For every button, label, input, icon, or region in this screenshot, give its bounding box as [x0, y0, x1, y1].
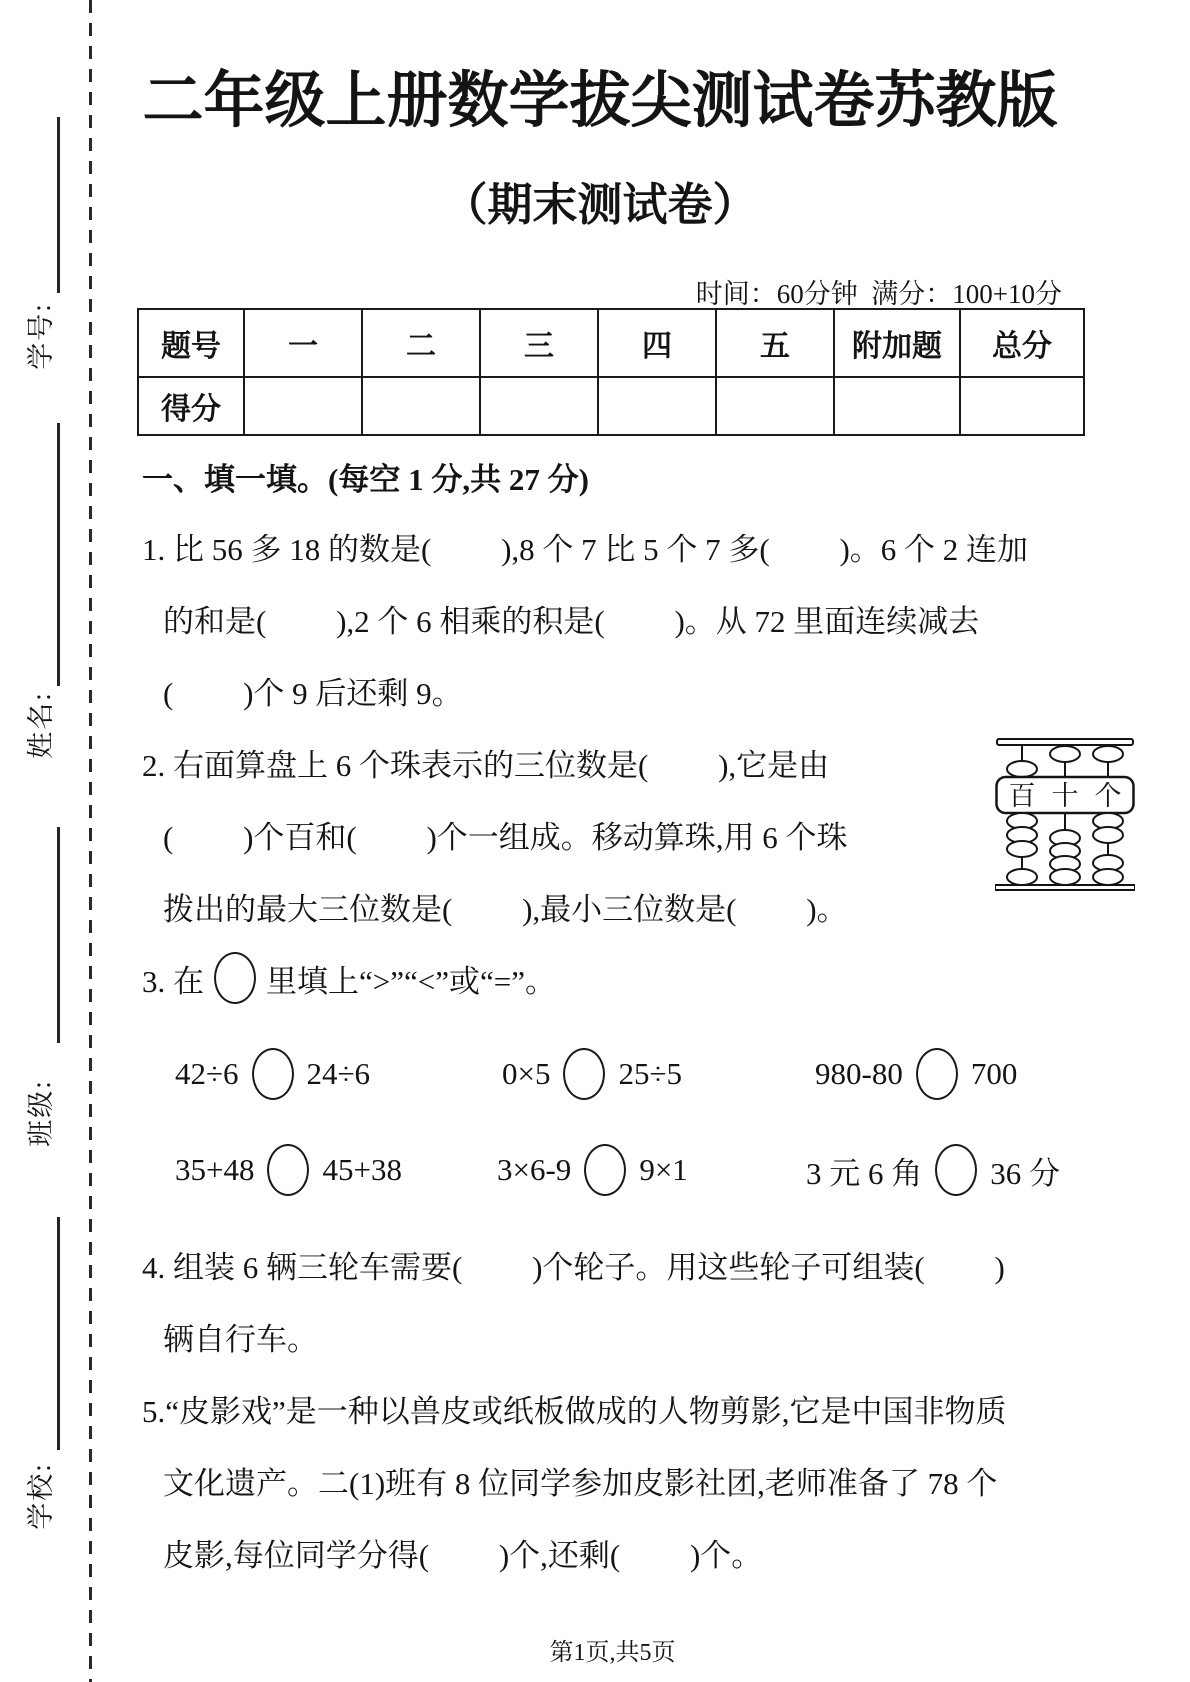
- abacus-bead: [1093, 869, 1123, 885]
- question-5-line-1: 5.“皮影戏”是一种以兽皮或纸板做成的人物剪影,它是中国非物质: [142, 1394, 1007, 1429]
- comparison-item: [175, 1144, 402, 1196]
- comparison-left: 0×5: [502, 1056, 551, 1091]
- abacus-bead: [1050, 869, 1080, 885]
- school-blank-line: [57, 1217, 60, 1450]
- score-table-header-cell: 题号: [138, 309, 244, 377]
- abacus-column-label: 百: [1008, 781, 1036, 811]
- page-subtitle: （期末测试卷）: [442, 180, 758, 230]
- abacus-bead: [1007, 841, 1037, 857]
- abacus-bead: [1050, 746, 1080, 762]
- page-title: 二年级上册数学拔尖测试卷苏教版: [142, 68, 1058, 135]
- compare-circle: [916, 1048, 958, 1100]
- question-1-line-1: 1. 比 56 多 18 的数是( ),8 个 7 比 5 个 7 多( )。6 个 2 连加: [142, 532, 1029, 567]
- comparison-left: 35+48: [175, 1152, 255, 1187]
- question-3-prefix: 3. 在: [142, 963, 204, 999]
- abacus-bead: [1007, 761, 1037, 777]
- comparison-right: 24÷6: [306, 1056, 371, 1091]
- score-table-header-cell: 总分: [960, 309, 1084, 377]
- score-table: [137, 308, 1085, 436]
- score-table-header-cell: 三: [480, 309, 598, 377]
- comparison-right: 700: [970, 1056, 1018, 1091]
- compare-circle: [935, 1144, 977, 1196]
- question-5-line-3: 皮影,每位同学分得( )个,还剩( )个。: [163, 1538, 763, 1573]
- class-label: 班级:: [26, 1079, 56, 1147]
- abacus-bead: [1093, 746, 1123, 762]
- abacus-bottom-beam: [995, 885, 1135, 890]
- score-cell: [834, 377, 960, 435]
- section-heading: 一、填一填。(每空 1 分,共 27 分): [142, 462, 589, 497]
- abacus-figure: [995, 736, 1135, 894]
- question-3-suffix: 里填上“>”“<”或“=”。: [266, 963, 557, 999]
- abacus-bead: [1007, 869, 1037, 885]
- score-cell: [960, 377, 1084, 435]
- compare-circle: [584, 1144, 626, 1196]
- compare-circle: [214, 952, 256, 1004]
- comparison-right: 25÷5: [618, 1056, 682, 1091]
- seal-dashed-line: [89, 0, 92, 1682]
- comparison-item: [175, 1048, 370, 1100]
- compare-circle: [267, 1144, 309, 1196]
- comparison-right: 9×1: [639, 1152, 688, 1187]
- question-1-line-3: ( )个 9 后还剩 9。: [163, 676, 463, 711]
- score-table-score-row: [138, 377, 1084, 435]
- score-row-label: 得分: [138, 377, 244, 435]
- comparison-right: 45+38: [322, 1152, 402, 1187]
- question-5-line-2: 文化遗产。二(1)班有 8 位同学参加皮影社团,老师准备了 78 个: [163, 1466, 998, 1501]
- student-name-blank-line: [57, 423, 60, 686]
- score-cell: [244, 377, 362, 435]
- comparison-left: 3×6-9: [497, 1152, 572, 1187]
- score-table-header-cell: 四: [598, 309, 716, 377]
- question-4-line-1: 4. 组装 6 辆三轮车需要( )个轮子。用这些轮子可组装( ): [142, 1250, 1005, 1285]
- question-2-line-2: ( )个百和( )个一组成。移动算珠,用 6 个珠: [163, 820, 848, 855]
- abacus-column-label: 十: [1051, 781, 1079, 811]
- exam-meta: 时间：60分钟 满分：100+10分: [695, 279, 1062, 309]
- comparison-item: [806, 1144, 1060, 1196]
- comparison-item: [497, 1144, 688, 1196]
- score-table-header-cell: 一: [244, 309, 362, 377]
- student-id-blank-line: [57, 117, 60, 293]
- student-name-label: 姓名:: [26, 691, 56, 759]
- score-table-header-row: [138, 309, 1084, 377]
- comparison-item: [815, 1048, 1017, 1100]
- question-2-line-1: 2. 右面算盘上 6 个珠表示的三位数是( ),它是由: [142, 748, 830, 783]
- question-3-instruction: [142, 952, 556, 1004]
- comparison-right: 36 分: [990, 1155, 1060, 1191]
- comparison-left: 980-80: [815, 1056, 903, 1091]
- page-number: 第1页,共5页: [549, 1640, 676, 1666]
- question-4-line-2: 辆自行车。: [163, 1322, 318, 1357]
- abacus-column-label: 个: [1094, 781, 1122, 811]
- comparison-left: 3 元 6 角: [806, 1155, 923, 1191]
- compare-circle: [563, 1048, 605, 1100]
- school-label: 学校:: [26, 1462, 56, 1530]
- score-table-header-cell: 附加题: [834, 309, 960, 377]
- score-cell: [362, 377, 480, 435]
- score-cell: [716, 377, 834, 435]
- comparison-item: [502, 1048, 682, 1100]
- score-table-header-cell: 二: [362, 309, 480, 377]
- comparison-left: 42÷6: [175, 1056, 239, 1091]
- abacus-top-beam: [997, 739, 1133, 745]
- question-2-line-3: 拨出的最大三位数是( ),最小三位数是( )。: [163, 892, 848, 927]
- score-cell: [480, 377, 598, 435]
- question-1-line-2: 的和是( ),2 个 6 相乘的积是( )。从 72 里面连续减去: [163, 604, 980, 639]
- score-table-header-cell: 五: [716, 309, 834, 377]
- score-cell: [598, 377, 716, 435]
- abacus-bead: [1093, 827, 1123, 843]
- student-id-label: 学号:: [26, 302, 56, 370]
- compare-circle: [252, 1048, 294, 1100]
- class-blank-line: [57, 827, 60, 1043]
